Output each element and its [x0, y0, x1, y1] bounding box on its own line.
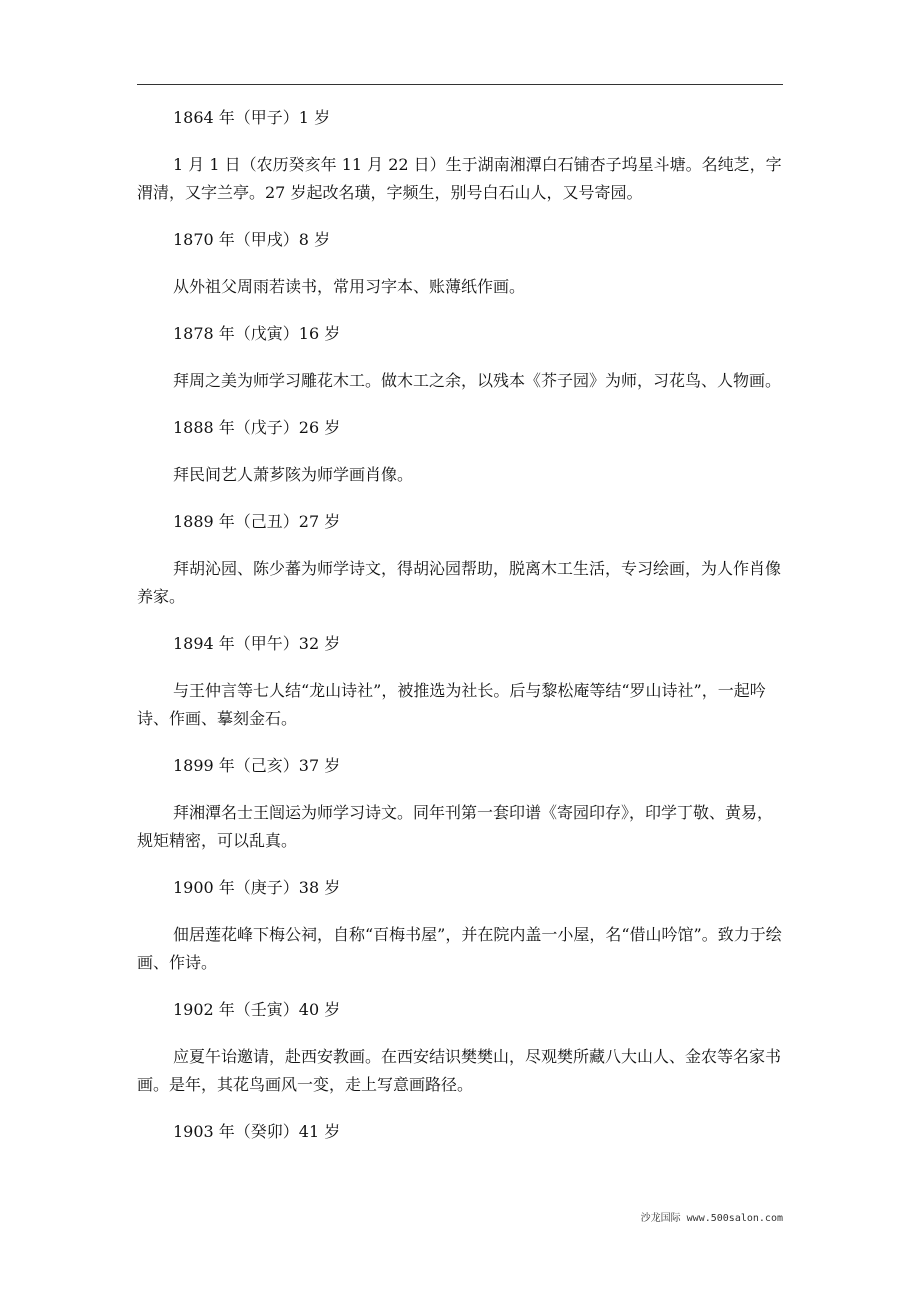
header-rule	[137, 84, 783, 85]
chronology-body	[137, 104, 783, 1165]
entry-text: 从外祖父周雨若读书，常用习字本、账薄纸作画。	[173, 277, 526, 296]
entry-year: 1864 年（甲子）1 岁	[173, 108, 331, 127]
entry-year: 1903 年（癸卯）41 岁	[173, 1122, 341, 1141]
entry-year: 1878 年（戊寅）16 岁	[173, 324, 341, 343]
entry-1878	[137, 320, 783, 395]
entry-year: 1889 年（己丑）27 岁	[173, 512, 341, 531]
entry-1889	[137, 508, 783, 611]
entry-text: 拜胡沁园、陈少蕃为师学诗文，得胡沁园帮助，脱离木工生活，专习绘画，为人作肖像养家。	[137, 559, 782, 606]
entry-text: 应夏午诒邀请，赴西安教画。在西安结识樊樊山，尽观樊所藏八大山人、金农等名家书画。是年，其花鸟画风一变，走上写意画路径。	[137, 1047, 782, 1094]
entry-text: 拜湘潭名士王闿运为师学习诗文。同年刊第一套印谱《寄园印存》，印学丁敬、黄易，规矩精密，可以乱真。	[137, 803, 774, 850]
entry-1902	[137, 996, 783, 1099]
entry-year: 1900 年（庚子）38 岁	[173, 878, 341, 897]
entry-1899	[137, 752, 783, 855]
entry-1864	[137, 104, 783, 207]
entry-text: 佃居莲花峰下梅公祠，自称“百梅书屋”，并在院内盖一小屋，名“借山吟馆”。致力于绘画、作诗。	[137, 925, 782, 972]
entry-1894	[137, 630, 783, 733]
entry-1870	[137, 226, 783, 301]
entry-year: 1894 年（甲午）32 岁	[173, 634, 341, 653]
entry-1903	[137, 1118, 783, 1146]
entry-text: 1 月 1 日（农历癸亥年 11 月 22 日）生于湖南湘潭白石铺杏子坞星斗塘。名纯芝，字渭清，又字兰亭。27 岁起改名璜，字频生，别号白石山人，又号寄园。	[137, 155, 782, 202]
entry-text: 与王仲言等七人结“龙山诗社”，被推选为社长。后与黎松庵等结“罗山诗社”，一起吟诗、作画、摹刻金石。	[137, 681, 766, 728]
entry-text: 拜周之美为师学习雕花木工。做木工之余，以残本《芥子园》为师，习花鸟、人物画。	[173, 371, 782, 390]
entry-1900	[137, 874, 783, 977]
entry-1888	[137, 414, 783, 489]
entry-text: 拜民间艺人萧芗陔为师学画肖像。	[173, 465, 414, 484]
entry-year: 1870 年（甲戌）8 岁	[173, 230, 331, 249]
entry-year: 1888 年（戊子）26 岁	[173, 418, 341, 437]
footer-source: 沙龙国际 www.500salon.com	[640, 1213, 783, 1224]
entry-year: 1902 年（壬寅）40 岁	[173, 1000, 341, 1019]
entry-year: 1899 年（己亥）37 岁	[173, 756, 341, 775]
